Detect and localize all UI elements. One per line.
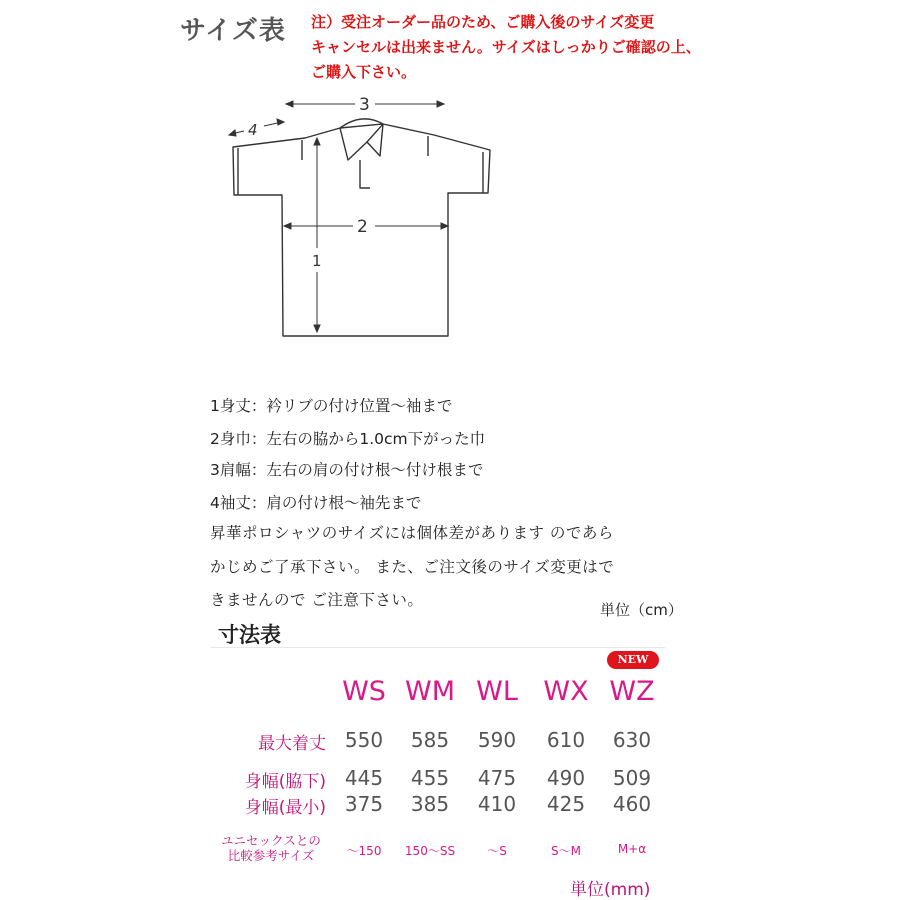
size-header-wz: WZ [609, 676, 655, 707]
cell-width-underarm-wx: 490 [546, 766, 586, 790]
title-divider [210, 647, 665, 648]
size-header-ws: WS [342, 676, 386, 707]
cell-width-underarm-ws: 445 [344, 766, 384, 790]
reference-wm: 150〜SS [404, 844, 456, 858]
disclaimer-line-1: 昇華ポロシャツのサイズには個体差があります のであら [210, 524, 614, 542]
reference-label [216, 833, 326, 863]
dimension-label-1: 1 [312, 252, 322, 270]
notice-line-3: ご購入下さい。 [311, 63, 417, 81]
cell-width-underarm-wz: 509 [612, 766, 652, 790]
size-header-wl: WL [476, 676, 518, 707]
definition-4: 4袖丈：肩の付け根〜袖先まで [210, 494, 422, 512]
disclaimer-line-2: かじめご了承下さい。 また、ご注文後のサイズ変更はで [210, 558, 615, 576]
dimension-table-title: 寸法表 [218, 623, 281, 647]
arrow-3-head-right [437, 101, 444, 107]
placket [360, 160, 370, 188]
unit-cm-label: 単位（cm） [600, 601, 683, 619]
notice-line-1: 注）受注オーダー品のため、ご購入後のサイズ変更 [311, 13, 655, 31]
disclaimer-line-3: きませんので ご注意下さい。 [210, 591, 424, 609]
size-header-wm: WM [405, 676, 455, 707]
reference-wl: 〜S [487, 844, 507, 858]
cell-width-underarm-wm: 455 [410, 766, 450, 790]
cell-max-length-wz: 630 [612, 728, 652, 752]
row-label-width-underarm: 身幅(脇下) [244, 772, 326, 792]
cell-max-length-wl: 590 [477, 728, 517, 752]
page-title: サイズ表 [180, 16, 286, 46]
new-badge: NEW [607, 651, 659, 669]
reference-label-line-2: 比較参考サイズ [227, 848, 315, 863]
row-label-max-length: 最大着丈 [258, 734, 326, 754]
reference-ws: 〜150 [346, 844, 382, 858]
cell-max-length-wx: 610 [546, 728, 586, 752]
cell-width-min-ws: 375 [344, 792, 384, 816]
definition-3: 3肩幅：左右の肩の付け根〜付け根まで [210, 461, 484, 479]
reference-wz: M+α [617, 842, 647, 856]
reference-wx: S〜M [551, 844, 581, 858]
cell-width-min-wm: 385 [410, 792, 450, 816]
dimension-label-4: 4 [248, 121, 258, 139]
shirt-diagram [220, 90, 520, 350]
dimension-label-2: 2 [357, 217, 368, 237]
definition-1: 1身丈：衿リブの付け位置〜袖まで [210, 397, 453, 415]
cell-max-length-ws: 550 [344, 728, 384, 752]
cell-width-min-wx: 425 [546, 792, 586, 816]
arrow-4-head-right [277, 119, 284, 125]
arrow-2-head-right [441, 223, 448, 229]
definition-2: 2身巾：左右の脇から1.0cm下がった巾 [210, 430, 486, 448]
reference-label-line-1: ユニセックスとの [221, 833, 321, 848]
row-label-width-min: 身幅(最小) [244, 798, 326, 818]
dimension-label-3: 3 [359, 95, 370, 115]
arrow-2-head-left [284, 223, 291, 229]
collar-left [340, 124, 383, 160]
cell-max-length-wm: 585 [410, 728, 450, 752]
cell-width-min-wz: 460 [612, 792, 652, 816]
arrow-1-head-bottom [314, 325, 320, 332]
arrow-1-head-top [314, 138, 320, 145]
cell-width-min-wl: 410 [477, 792, 517, 816]
arrow-4-head-left [229, 130, 236, 136]
notice-line-2: キャンセルは出来ません。サイズはしっかりご確認の上、 [311, 38, 701, 56]
arrow-3-head-left [286, 101, 293, 107]
cell-width-underarm-wl: 475 [477, 766, 517, 790]
unit-mm-label: 単位(mm) [570, 880, 651, 900]
size-header-wx: WX [543, 676, 589, 707]
